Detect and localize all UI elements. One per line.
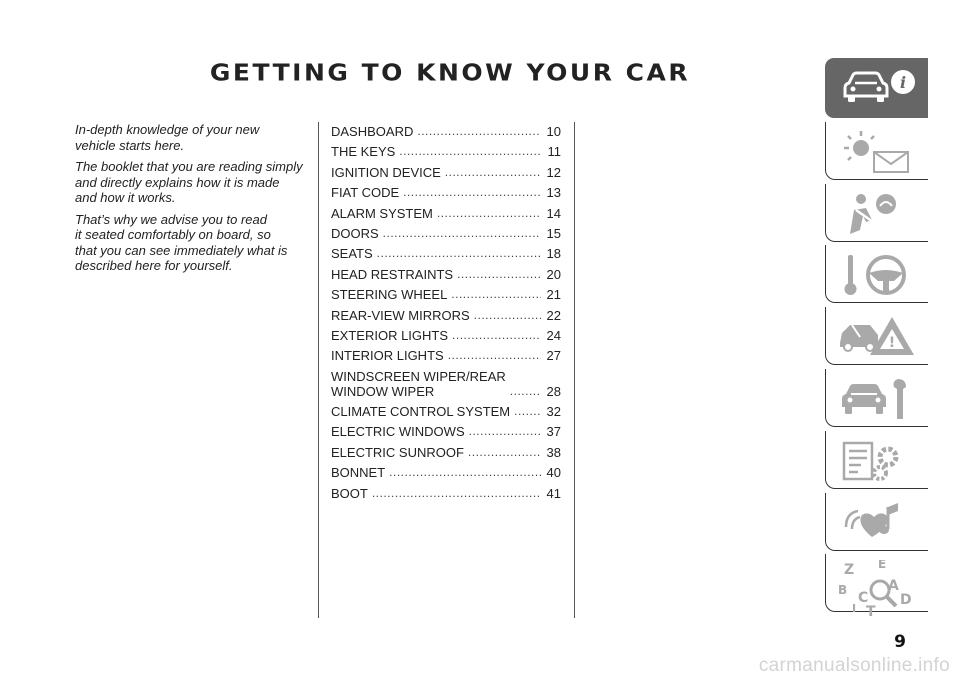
toc-dot-leader <box>468 445 541 460</box>
toc-dot-leader <box>452 328 541 343</box>
toc-entry-label: STEERING WHEEL <box>331 287 448 303</box>
toc-entry[interactable] <box>331 226 561 241</box>
toc-entry[interactable] <box>331 165 561 180</box>
tab-safety[interactable] <box>825 184 928 242</box>
toc-dot-leader <box>448 348 541 363</box>
toc-dot-leader <box>417 124 541 139</box>
watermark: carmanualsonline.info <box>758 655 950 676</box>
toc-entry-page: 37 <box>546 424 561 440</box>
toc-entry-page: 28 <box>546 383 561 399</box>
intro-text <box>75 122 305 280</box>
toc-entry[interactable] <box>331 246 561 261</box>
toc-dot-leader <box>469 424 541 439</box>
toc-entry[interactable] <box>331 369 561 399</box>
maintenance-icon <box>836 375 921 423</box>
toc-entry[interactable] <box>331 404 561 419</box>
multimedia-icon <box>836 499 921 547</box>
tab-index[interactable] <box>825 554 928 617</box>
toc-entry-page: 22 <box>546 307 561 323</box>
toc-entry[interactable] <box>331 465 561 480</box>
toc-entry-page: 18 <box>546 246 561 262</box>
toc-entry[interactable] <box>331 206 561 221</box>
toc-entry-label: DOORS <box>331 225 379 241</box>
toc-entry-label: ELECTRIC WINDOWS <box>331 424 465 440</box>
toc-dot-leader <box>399 144 541 159</box>
toc-entry-label: FIAT CODE <box>331 185 400 201</box>
emergency-icon <box>836 313 921 361</box>
index-letter: I <box>852 602 857 616</box>
toc-entry-page: 32 <box>546 404 561 420</box>
toc-entry-label: WINDSCREEN WIPER/REAR WINDOW WIPER <box>331 368 506 399</box>
toc-entry-label: EXTERIOR LIGHTS <box>331 327 449 343</box>
tab-multimedia[interactable] <box>825 493 928 551</box>
index-letter: D <box>900 592 912 609</box>
toc-dot-leader <box>474 308 541 323</box>
index-letter: T <box>866 604 876 617</box>
toc-entry[interactable] <box>331 287 561 302</box>
tab-starting-driving[interactable] <box>825 245 928 303</box>
toc-entry-page: 27 <box>546 348 561 364</box>
index-letter: B <box>838 583 848 598</box>
toc-entry-page: 12 <box>546 164 561 180</box>
tab-car-info[interactable] <box>825 58 928 118</box>
toc-entry-page: 11 <box>547 144 561 160</box>
toc-entry-label: BONNET <box>331 465 386 481</box>
toc-dot-leader <box>457 267 541 282</box>
index-letter: A <box>888 578 899 595</box>
toc-dot-leader <box>383 226 541 241</box>
toc-entry[interactable] <box>331 445 561 460</box>
toc-entry-label: ELECTRIC SUNROOF <box>331 444 464 460</box>
toc-entry-page: 14 <box>546 205 561 221</box>
toc-entry-label: SEATS <box>331 246 373 262</box>
toc-entry-label: DASHBOARD <box>331 124 414 139</box>
toc-dot-leader <box>514 404 541 419</box>
toc-entry[interactable] <box>331 424 561 439</box>
svg-text:!: ! <box>888 335 896 352</box>
page-number: 9 <box>894 632 906 652</box>
warning-lights-message-icon <box>836 128 921 176</box>
toc-entry-page: 20 <box>546 266 561 282</box>
toc-entry[interactable] <box>331 267 561 282</box>
toc-entry-page: 13 <box>546 185 561 201</box>
tab-technical-data[interactable] <box>825 431 928 489</box>
toc-entry-page: 21 <box>546 287 561 303</box>
index-letter: E <box>878 560 887 572</box>
toc-entry-label: INTERIOR LIGHTS <box>331 348 444 364</box>
intro-paragraph: In-depth knowledge of your new vehicle starts here. <box>75 122 260 153</box>
toc-entry-page: 38 <box>546 444 561 460</box>
toc-dot-leader <box>445 165 541 180</box>
toc-entry-label: REAR-VIEW MIRRORS <box>331 307 470 323</box>
tab-warning-lights[interactable] <box>825 122 928 180</box>
column-divider <box>318 122 319 618</box>
toc-entry[interactable] <box>331 328 561 343</box>
toc-entry[interactable] <box>331 348 561 363</box>
technical-data-icon <box>836 437 921 485</box>
toc-entry-page: 40 <box>546 465 561 481</box>
toc-entry-label: IGNITION DEVICE <box>331 164 441 180</box>
toc-entry-label: ALARM SYSTEM <box>331 205 433 221</box>
index-letter: Z <box>844 562 855 579</box>
toc-entry-label: BOOT <box>331 485 368 501</box>
toc-entry[interactable] <box>331 486 561 501</box>
intro-paragraph: The booklet that you are reading simply and directly explains how it is made and how it works. <box>75 159 303 205</box>
toc-entry-page: 10 <box>546 124 561 139</box>
toc-entry-label: HEAD RESTRAINTS <box>331 266 454 282</box>
toc-dot-leader <box>437 206 541 221</box>
toc-entry-page: 15 <box>546 225 561 241</box>
toc-entry-page: 24 <box>546 327 561 343</box>
toc-entry-page: 41 <box>546 485 561 501</box>
toc-entry[interactable] <box>331 185 561 200</box>
column-divider <box>574 122 575 618</box>
svg-text:i: i <box>899 73 907 92</box>
car-info-icon <box>835 64 920 112</box>
toc-dot-leader <box>451 287 541 302</box>
toc-dot-leader <box>403 185 541 200</box>
tab-maintenance[interactable] <box>825 369 928 427</box>
toc-entry-label: THE KEYS <box>331 144 396 160</box>
toc-entry[interactable] <box>331 144 561 159</box>
intro-paragraph: That’s why we advise you to read it seated comfortably on board, so that you can see immediately what is described here for yourself. <box>75 211 288 273</box>
tab-emergency[interactable] <box>825 307 928 365</box>
index-letter: C <box>858 590 869 607</box>
toc-dot-leader <box>372 486 541 501</box>
chapter-tabs <box>825 58 928 616</box>
table-of-contents <box>331 124 561 506</box>
toc-dot-leader <box>510 384 541 399</box>
toc-dot-leader <box>389 465 541 480</box>
toc-entry-label: CLIMATE CONTROL SYSTEM <box>331 404 511 420</box>
safety-airbag-icon <box>836 190 921 238</box>
toc-entry[interactable] <box>331 124 561 139</box>
toc-dot-leader <box>377 246 541 261</box>
index-icon <box>836 560 921 616</box>
page-title: GETTING TO KNOW YOUR CAR <box>209 59 691 86</box>
toc-entry[interactable] <box>331 308 561 323</box>
starting-driving-icon <box>836 251 921 299</box>
